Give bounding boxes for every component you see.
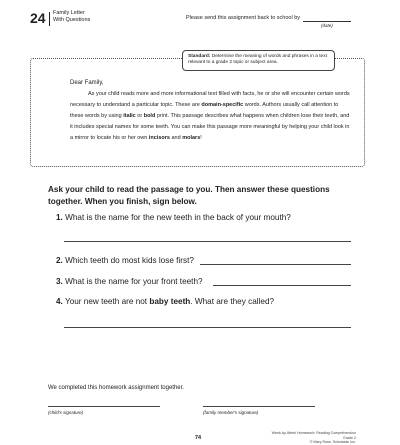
letter-text-1: As your child reads more and more informational text filled with facts, he or she will encounter certain words necessary to understand a particular topic. These are [70,91,350,108]
standard-label: Standard: [188,54,211,59]
term-domain-specific: domain-specific [201,102,244,108]
letter-salutation: Dear Family, [70,80,104,86]
term-incisors: incisors [148,135,170,141]
letter-body [70,89,352,144]
footer-credit-line2: © Mary Rose, Scholastic Inc. [309,440,356,445]
child-signature-label: (child's signature) [48,410,84,415]
header-title [53,10,90,24]
question-text: Which teeth do most kids lose first? [65,256,194,265]
letter-end-mark: ! [200,135,202,141]
question-text-before: Your new teeth are not [64,297,148,306]
header-divider [49,12,50,26]
standard-box [182,50,335,71]
question-text: What is the name for your front teeth? [65,277,203,286]
answer-line-4[interactable] [64,327,351,328]
answer-line-2[interactable] [200,264,351,265]
question-number: 3. [56,277,63,286]
footer-page-number: 74 [195,435,202,441]
header-title-line2: With Questions [53,17,91,23]
family-signature-label: (family member's signature) [203,410,259,415]
letter-word-or: or [137,113,143,119]
child-signature-line[interactable] [48,406,160,407]
page-number-badge: 24 [30,10,46,26]
standard-text: Determine the meaning of words and phrases in a text relevant to a grade 2 topic or subject area. [188,54,327,65]
send-back-text: Please send this assignment back to school by [186,15,301,21]
answer-line-1[interactable] [64,241,351,242]
question-text: What is the name for the new teeth in the back of your mouth? [65,213,291,222]
term-baby-teeth: baby teeth [149,297,191,306]
family-signature-line[interactable] [203,406,315,407]
term-molars: molars [182,135,201,141]
question-2 [56,256,194,265]
footer-credit [271,431,356,445]
question-number: 2. [56,256,63,265]
question-3 [56,277,203,286]
completed-statement: We completed this homework assignment together. [48,385,184,391]
question-text-after: . What are they called? [190,297,275,306]
question-4 [56,297,274,306]
term-italic: italic [123,113,136,119]
instructions-heading: Ask your child to read the passage to you. Then answer these questions together. When you finish, sign below. [48,185,330,206]
question-1 [56,213,291,222]
footer-credit-line1: Week-by-Week Homework: Reading Comprehension Grade 2 [271,431,356,440]
date-label: (date) [321,23,333,28]
question-number: 1. [56,213,63,222]
answer-line-3[interactable] [213,285,351,286]
letter-text-2: words. Authors usually call attention to these words by using [70,102,339,119]
question-number: 4. [56,297,63,306]
date-line [303,21,351,22]
letter-word-and: and [171,135,181,141]
header-title-line1: Family Letter [53,10,85,16]
letter-text-3: print. This passage describes what happens when children lose their teeth, and it includes special names for some teeth. You can make this passage more meaningful by helping your child look in a mirror to locate his or her own [70,113,350,141]
term-bold: bold [143,113,156,119]
